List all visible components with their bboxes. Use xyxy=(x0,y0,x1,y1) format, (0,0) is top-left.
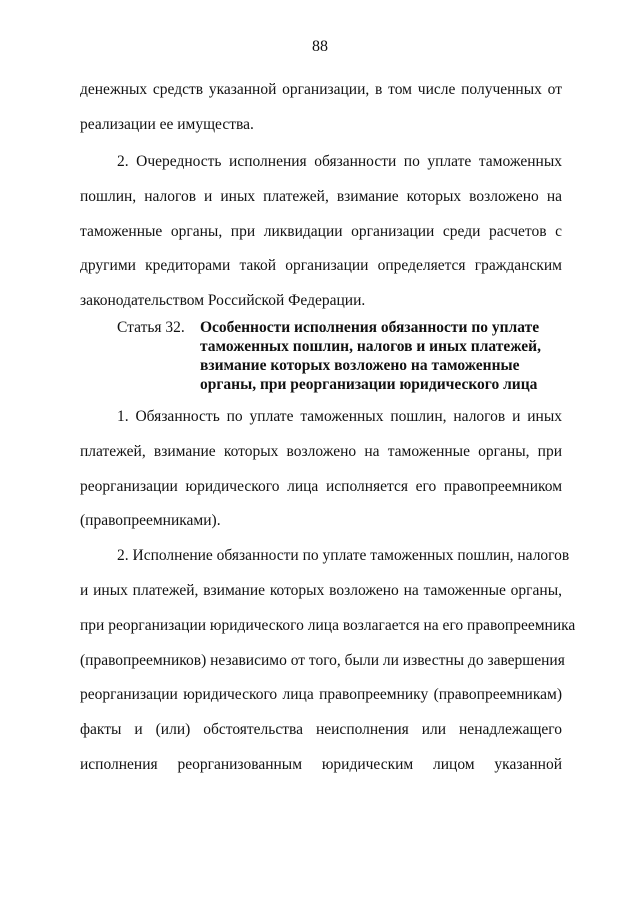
paragraph-2-line-5: законодательством Российской Федерации. xyxy=(80,292,366,309)
paragraph-3-line-1: 1. Обязанность по уплате таможенных пошлин, налогов и иных xyxy=(117,408,562,425)
paragraph-4-line-7: исполнения реорганизованным юридическим лицом указанной xyxy=(80,756,562,773)
paragraph-1-line-1: денежных средств указанной организации, в том числе полученных от xyxy=(80,81,562,98)
paragraph-2-line-1: 2. Очередность исполнения обязанности по уплате таможенных xyxy=(117,153,562,170)
paragraph-3-line-2: платежей, взимание которых возложено на таможенные органы, при xyxy=(80,443,562,460)
paragraph-4-line-5: реорганизации юридического лица правопреемнику (правопреемникам) xyxy=(80,686,562,703)
page-number: 88 xyxy=(312,38,328,55)
article-title-line-2: таможенных пошлин, налогов и иных платежей, xyxy=(200,338,541,355)
paragraph-4-line-3: при реорганизации юридического лица возлагается на его правопреемника xyxy=(80,617,576,634)
paragraph-2-line-3: таможенные органы, при ликвидации организации среди расчетов с xyxy=(80,223,562,240)
article-title-line-4: органы, при реорганизации юридического лица xyxy=(200,376,538,393)
paragraph-4-line-2: и иных платежей, взимание которых возложено на таможенные органы, xyxy=(80,582,562,599)
paragraph-1-line-2: реализации ее имущества. xyxy=(80,116,254,133)
article-label: Статья 32. xyxy=(117,319,185,336)
article-title xyxy=(200,318,540,394)
paragraph-3-line-3: реорганизации юридического лица исполняется его правопреемником xyxy=(80,478,562,495)
paragraph-4-line-1: 2. Исполнение обязанности по уплате таможенных пошлин, налогов xyxy=(117,547,570,564)
article-title-line-3: взимание которых возложено на таможенные xyxy=(200,357,520,374)
article-title-line-1: Особенности исполнения обязанности по уплате xyxy=(200,319,540,336)
paragraph-2-line-2: пошлин, налогов и иных платежей, взимание которых возложено на xyxy=(80,188,562,205)
paragraph-3-line-4: (правопреемниками). xyxy=(80,512,221,529)
paragraph-4-line-6: факты и (или) обстоятельства неисполнения или ненадлежащего xyxy=(80,721,562,738)
paragraph-4-line-4: (правопреемников) независимо от того, были ли известны до завершения xyxy=(80,652,565,669)
paragraph-2-line-4: другими кредиторами такой организации определяется гражданским xyxy=(80,257,562,274)
